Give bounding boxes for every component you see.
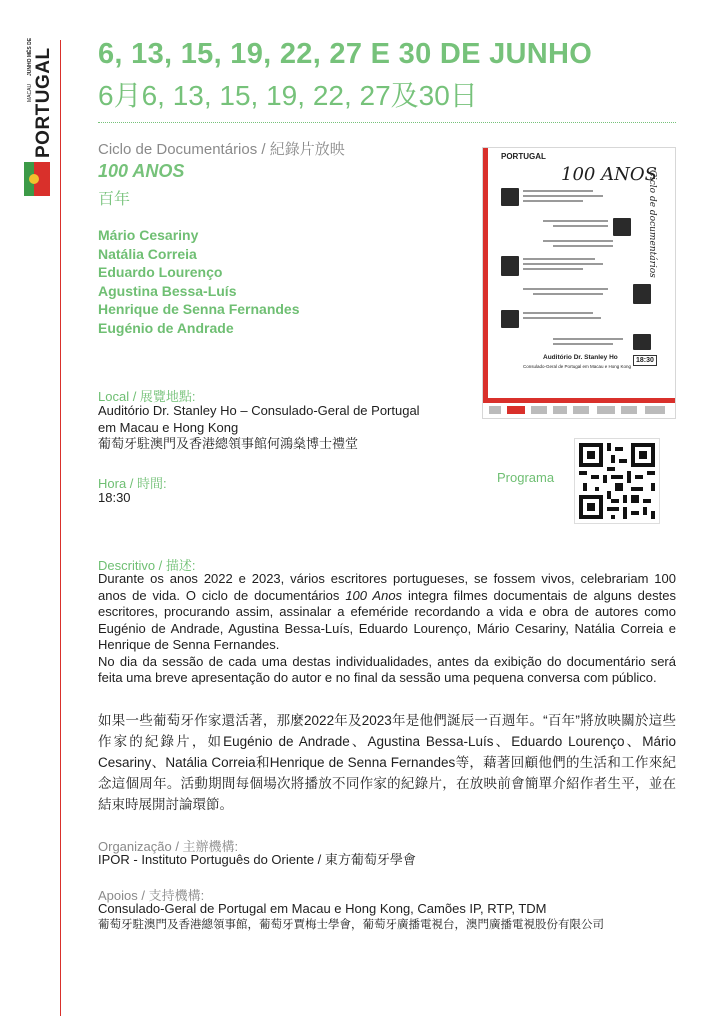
poster-venue-sub: Consulado-Geral de Portugal em Macau e Hong Kong [523,364,632,369]
poster-text-line [523,312,593,314]
poster-red-band [483,148,488,403]
brand-small-text: JUNHO MÊS DE [27,37,33,76]
dates-title-pt: 6, 13, 15, 19, 22, 27 E 30 DE JUNHO [98,38,593,70]
portugal-brand-strip [22,37,54,160]
poster-red-band-bottom [483,398,675,403]
poster-photo [501,256,519,276]
dates-title-zh: 6月6, 13, 15, 19, 22, 27及30日 [98,80,478,111]
event-title-zh: 百年 [98,191,131,208]
poster-sponsor-logos [489,406,669,416]
descritivo-paragraph-2: No dia da sessão de cada uma destas individualidades, antes da exibição do documentário será feita uma breve apresentação do autor e no final da sessão uma pequena conversa com público. [98,653,676,685]
poster-text-line [553,338,623,340]
poster-text-line [523,317,601,319]
poster-title: 100 ANOS [561,164,657,185]
local-line: em Macau e Hong Kong [98,419,239,435]
poster-text-line [523,263,603,265]
descritivo-paragraph-1 [98,571,676,654]
descritivo-text [98,571,676,687]
poster-text-line [523,200,583,202]
poster-text-line [523,288,608,290]
poster-brand: PORTUGAL [501,152,546,161]
descritivo-text-zh: 如果一些葡萄牙作家還活著，那麼2022年及2023年是他們誕辰一百週年。“百年”將放映關於這些作家的紀錄片，如Eugénio de Andrade、Agustina Bessa-Luís、Eduardo Lourenço、Mário Cesariny、Natália Correia和Henrique de Senna Fernandes等，藉著回顧他們的生活和工作來紀念這個周年。活動期間每個場次將播放不同作家的紀錄片，在放映前會簡單介紹作者生平，並在結束時展開討論環節。 [98,713,676,812]
sponsor-logo [573,406,589,414]
desc-text-part: integra filmes documentais de alguns destes escritores, procurando assim, assinalar a efeméride recordando a vida e obra de autores como Eugénio de Andrade, Agustina Bessa-Luís, Eduardo Lourenço, Mário Cesariny, Natália Correia e Henrique de Senna Fernandes. [98,587,676,652]
portugal-flag-icon [24,162,50,196]
sponsor-logo [645,406,665,414]
apoios-value-zh: 葡萄牙駐澳門及香港總領事館，葡萄牙賈梅士學會，葡萄牙廣播電視台，澳門廣播電視股份有限公司 [98,919,604,931]
dotted-divider [98,122,676,123]
author-name: Mário Cesariny [98,227,199,243]
author-name: Eugénio de Andrade [98,319,234,336]
event-poster [482,147,676,419]
local-value [98,403,478,453]
sponsor-logo [507,406,525,414]
poster-photo [501,188,519,206]
red-vertical-rule [60,40,61,1016]
author-name: Agustina Bessa-Luís [98,282,237,299]
desc-italic-title: 100 Anos [345,587,403,603]
poster-time: 18:30 [633,355,657,366]
author-name: Natália Correia [98,245,197,262]
desc-text-part: Durante os anos 2022 e 2023, vários escritores portugueses, se fossem vivos, celebrariam 100 anos de vida. O ciclo de documentários [98,571,676,603]
poster-text-line [543,240,613,242]
author-name: Eduardo Lourenço [98,264,223,281]
poster-text-line [553,245,613,247]
hora-label: Hora / 時間: [98,476,167,491]
sponsor-logo [553,406,567,414]
poster-photo [633,284,651,304]
descritivo-label: Descritivo / 描述: [98,558,196,573]
poster-photo [613,218,631,236]
qr-code-icon [575,439,659,523]
apoios-label: Apoios / 支持機構: [98,888,205,903]
poster-text-line [553,343,613,345]
poster-text-line [523,190,593,192]
poster-venue: Auditório Dr. Stanley Ho [543,354,618,361]
sponsor-logo [489,406,501,414]
authors-list [98,226,300,338]
brand-small-text-2: MACAU [27,83,33,102]
hora-value: 18:30 [98,490,131,505]
brand-wordmark: PORTUGAL [33,47,54,158]
poster-text-line [533,293,603,295]
poster-photo [633,334,651,350]
author-name: Henrique de Senna Fernandes [98,301,300,318]
poster-text-line [553,225,608,227]
poster-photo [501,310,519,328]
apoios-value: Consulado-Geral de Portugal em Macau e Hong Kong, Camões IP, RTP, TDM [98,901,547,916]
local-line-zh: 葡萄牙駐澳門及香港總領事館何鴻燊博士禮堂 [98,436,359,451]
organizacao-value: IPOR - Instituto Português do Oriente / 東方葡萄牙學會 [98,852,416,867]
sponsor-logo [597,406,615,414]
sponsor-logo [531,406,547,414]
poster-text-line [523,195,603,197]
sponsor-logo [621,406,637,414]
event-title: 100 ANOS [98,161,185,181]
poster-text-line [543,220,608,222]
poster-vertical-text: Ciclo de documentários [647,170,657,278]
local-line: Auditório Dr. Stanley Ho – Consulado-Geral de Portugal [98,403,420,418]
local-label: Local / 展覽地點: [98,389,196,404]
series-label: Ciclo de Documentários / 紀錄片放映 [98,141,345,158]
programa-label: Programa [497,470,555,485]
qr-code[interactable] [574,438,660,524]
poster-text-line [523,268,583,270]
poster-text-line [523,258,595,260]
organizacao-label: Organização / 主辦機構: [98,839,239,854]
